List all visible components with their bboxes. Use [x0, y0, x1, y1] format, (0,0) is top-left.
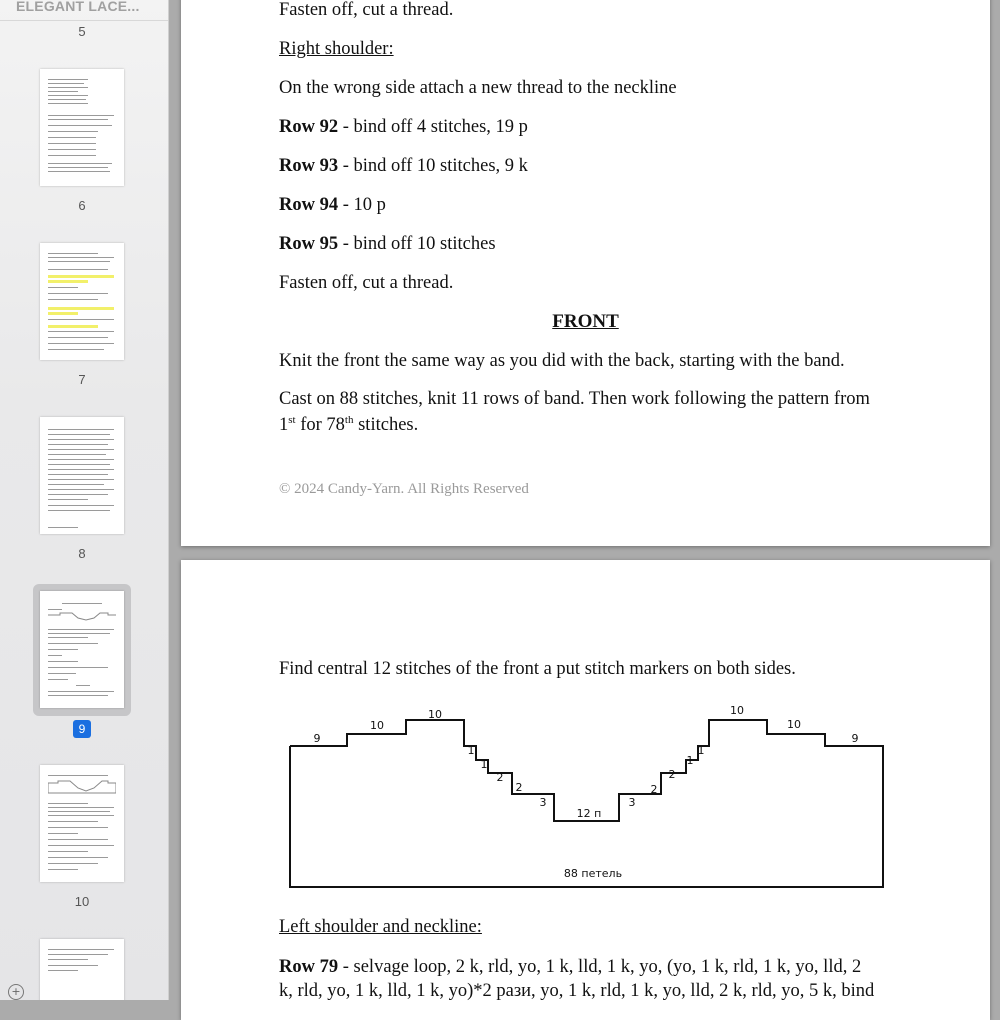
label-right-2-b: 2 — [668, 768, 676, 781]
row-95-line: Row 95 - bind off 10 stitches — [279, 234, 496, 254]
label-bottom-88: 88 петель — [563, 867, 623, 880]
thumbnail-sidebar — [0, 0, 169, 1000]
label-right-10-a: 10 — [730, 704, 744, 717]
label-left-3: 3 — [539, 796, 547, 809]
page-thumbnail-7[interactable] — [40, 243, 124, 360]
label-left-9: 9 — [313, 732, 321, 745]
label-center-12: 12 п — [576, 807, 602, 820]
row-79-line-cont: k, rld, yo, 1 k, lld, 1 k, yo)*2 рази, yo, 1 k, rld, 1 k, yo, lld, 2 k, rld, yo, 5 k, bind — [279, 981, 875, 1001]
row-93-line: Row 93 - bind off 10 stitches, 9 k — [279, 156, 528, 176]
label-right-9: 9 — [851, 732, 859, 745]
page-number-5: 5 — [78, 24, 86, 39]
label-left-10-b: 10 — [428, 708, 442, 721]
label-right-1-a: 1 — [686, 754, 694, 767]
label-left-2-b: 2 — [515, 781, 523, 794]
row-94-line: Row 94 - 10 p — [279, 195, 386, 215]
label-left-1-b: 1 — [480, 758, 488, 771]
label-left-10-a: 10 — [370, 719, 384, 732]
label-right-2-a: 2 — [650, 783, 658, 796]
label-right-1-b: 1 — [697, 744, 705, 757]
section-title-front: FRONT — [552, 311, 619, 332]
text-line: Knit the front the same way as you did with the back, starting with the band. — [279, 351, 845, 371]
document-page-9 — [181, 560, 990, 1020]
mini-diagram — [48, 611, 116, 623]
row-79-line: Row 79 - selvage loop, 2 k, rld, yo, 1 k, lld, 1 k, yo, (yo, 1 k, rld, 1 k, yo, lld, 2 — [279, 957, 862, 977]
page-number-6: 6 — [78, 198, 86, 213]
label-right-10-b: 10 — [787, 718, 801, 731]
page-number-7: 7 — [78, 372, 86, 387]
copyright-notice: © 2024 Candy-Yarn. All Rights Reserved — [279, 481, 529, 497]
text-line: On the wrong side attach a new thread to the neckline — [279, 78, 677, 98]
text-line: Fasten off, cut a thread. — [279, 0, 454, 20]
page-thumbnail-10[interactable] — [40, 765, 124, 882]
page-thumbnail-8[interactable] — [40, 417, 124, 534]
document-page-8 — [181, 0, 990, 546]
label-left-2-a: 2 — [496, 771, 504, 784]
heading-right-shoulder: Right shoulder: — [279, 39, 394, 59]
document-title: ELEGANT LACE... — [16, 0, 140, 14]
add-page-icon[interactable]: + — [8, 984, 24, 1000]
text-line: Find central 12 stitches of the front a put stitch markers on both sides. — [279, 659, 796, 679]
text-line: 1st for 78th stitches. — [279, 414, 419, 436]
page-number-10: 10 — [74, 894, 90, 909]
neckline-outline — [290, 720, 883, 887]
label-left-1-a: 1 — [467, 744, 475, 757]
mini-diagram — [48, 779, 116, 795]
divider — [0, 20, 168, 21]
row-92-line: Row 92 - bind off 4 stitches, 19 p — [279, 117, 528, 137]
label-right-3: 3 — [628, 796, 636, 809]
page-number-8: 8 — [78, 546, 86, 561]
page-thumbnail-6[interactable] — [40, 69, 124, 186]
heading-left-shoulder: Left shoulder and neckline: — [279, 917, 482, 937]
neckline-diagram — [181, 560, 990, 900]
text-line: Cast on 88 stitches, knit 11 rows of band. Then work following the pattern from — [279, 389, 870, 409]
page-thumbnail-9[interactable] — [40, 591, 124, 708]
page-thumbnail-11[interactable] — [40, 939, 124, 1000]
text-line: Fasten off, cut a thread. — [279, 273, 454, 293]
page-number-9-selected: 9 — [73, 720, 91, 738]
